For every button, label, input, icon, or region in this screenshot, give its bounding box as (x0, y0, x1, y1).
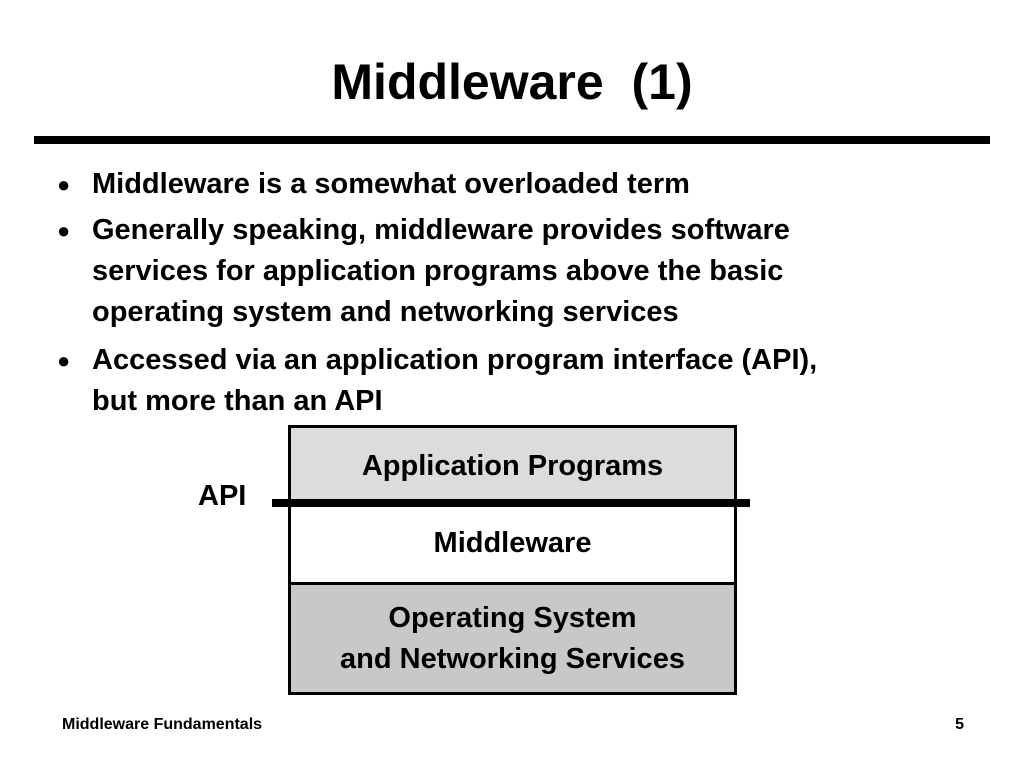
application-programs-layer (291, 428, 734, 505)
bullet-item (57, 164, 972, 205)
os-label-line1: Operating System (388, 601, 637, 634)
bullet-text: Generally speaking, middleware provides software (92, 214, 790, 246)
title-divider (34, 136, 990, 144)
slide-title: Middleware (1) (331, 54, 693, 110)
application-programs-label: Application Programs (361, 450, 664, 482)
bullet-dot-icon: ● (57, 172, 71, 197)
os-label-line2: and Networking Services (340, 642, 685, 675)
api-boundary-line (272, 499, 750, 507)
page-number: 5 (955, 716, 964, 733)
bullet-text: Middleware is a somewhat overloaded term (92, 168, 690, 200)
bullet-text: but more than an API (92, 385, 383, 417)
bullet-text: Accessed via an application program interface (API), (92, 344, 818, 376)
bullet-text: operating system and networking services (92, 296, 679, 328)
bullet-dot-icon: ● (57, 218, 71, 243)
api-label: API (198, 480, 247, 512)
layer-stack-diagram (288, 425, 737, 695)
middleware-label: Middleware (433, 527, 592, 559)
middleware-layer (291, 505, 734, 582)
os-networking-layer (291, 582, 734, 692)
bullet-text: services for application programs above the basic (92, 255, 784, 287)
footer-title: Middleware Fundamentals (62, 716, 263, 733)
bullet-item (57, 340, 972, 422)
bullet-dot-icon: ● (57, 348, 71, 373)
bullet-item (57, 210, 972, 333)
